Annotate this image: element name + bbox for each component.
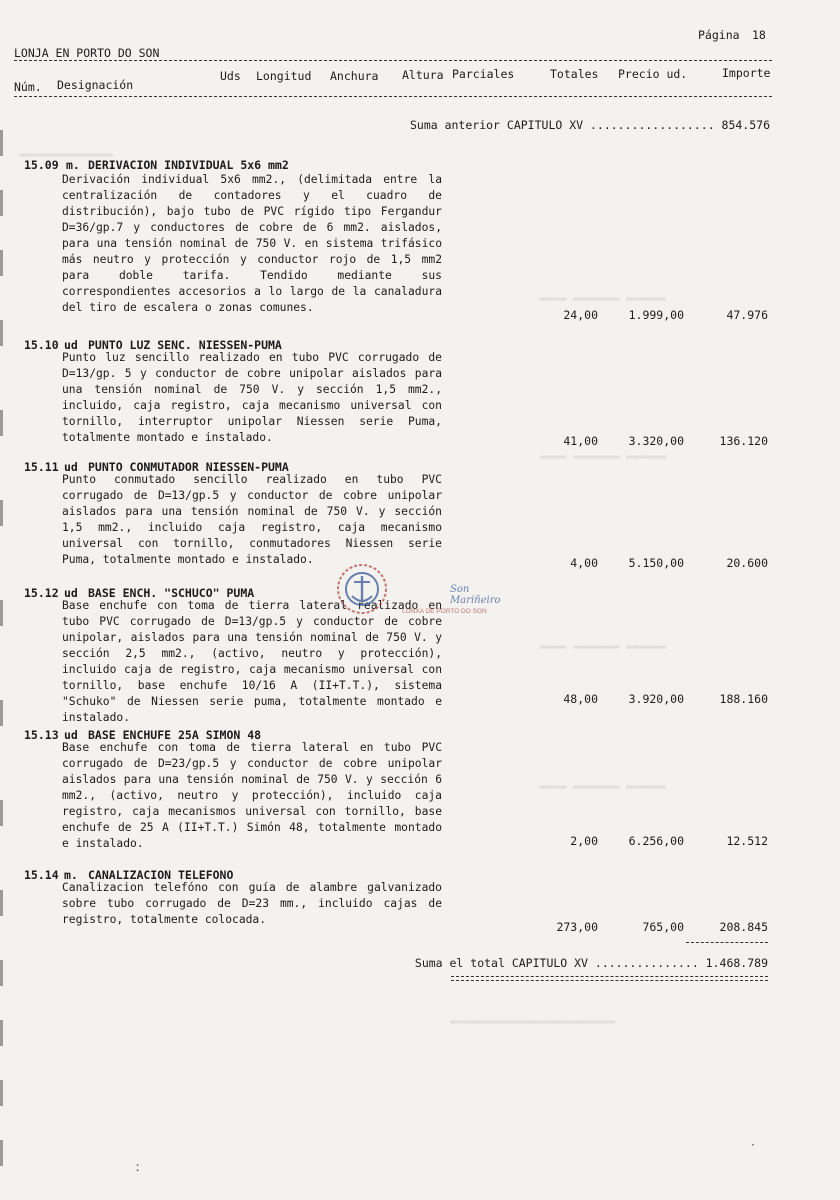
punch-hole — [0, 500, 13, 526]
show-through-text: ▬▬▬▬▬▬▬▬▬▬▬▬▬▬ — [20, 148, 113, 161]
item-code: 15.13 — [24, 728, 59, 742]
suma-anterior: Suma anterior CAPITULO XV .................. 854.576 — [409, 118, 770, 132]
item-title: DERIVACION INDIVIDUAL 5x6 mm2 — [88, 158, 289, 172]
item-description: Base enchufe con toma de tierra lateral en tubo PVC corrugado de D=23/gp.5 y conductor de cobre unipolar aislados para una tensión nominal de 750 V. y sección 6 mm2., (activo, neutro y protección), incluido caja registro, caja mecanismos universal con tornillo, base enchufe de 25 A (II+T.T.) Simón 48, totalmente montado e instalado. — [62, 741, 442, 850]
show-through-text: ▬▬▬▬ ▬▬▬▬▬▬▬ ▬▬▬▬▬▬ — [540, 292, 666, 305]
col-precio: Precio ud. — [618, 67, 688, 81]
item-description: Derivación individual 5x6 mm2., (delimitada entre la centralización de contadores y el cuadro de distribución), bajo tubo de PVC rígido tipo Fergandur D=36/gp.7 y conductores de cobre de 6 mm2. aislados, para una tensión nominal de 750 V. en sistema trifásico más neutro y protección y conductor rojo de 1,5 mm2 para doble tarifa. Tendido mediante sus correspondientes accesorios a lo largo de la canaladura del tiro de escalera o zonas comunes. — [62, 173, 442, 314]
item-importe: 20.600 — [726, 556, 768, 570]
show-through-text: ▬▬▬▬ ▬▬▬▬▬▬▬ ▬▬▬▬▬▬ — [540, 450, 666, 463]
punch-hole — [0, 600, 13, 626]
punch-hole — [0, 190, 13, 216]
col-parciales: Parciales — [452, 67, 515, 81]
item-title: BASE ENCHUFE 25A SIMON 48 — [88, 728, 262, 742]
punch-hole — [0, 1020, 13, 1046]
page-mark: · — [750, 1140, 757, 1151]
item-description: Punto luz sencillo realizado en tubo PVC corrugado de D=13/gp. 5 y conductor de cobre unipolar aislados para una tensión nominal de 750 V. y sección 1,5 mm2., incluido, caja registro, caja mecanismo universal con tornillo, interruptor unipolar Niessen serie Puma, totalmente montado e instalado. — [62, 351, 442, 444]
item-unit: ud — [64, 586, 78, 600]
punch-hole — [0, 130, 13, 156]
item-precio: 765,00 — [642, 920, 684, 934]
punch-hole — [0, 800, 13, 826]
show-through-text: ▬▬▬▬ ▬▬▬▬▬▬▬ ▬▬▬▬▬▬ — [540, 780, 666, 793]
anchor-seal-icon — [322, 560, 402, 618]
item-totales: 273,00 — [556, 920, 598, 934]
item-totales: 24,00 — [563, 308, 598, 322]
col-longitud: Longitud — [256, 69, 312, 83]
item-description: Punto conmutado sencillo realizado en tubo PVC corrugado de D=13/gp.5 y conductor de cobre unipolar aislados para una tensión nominal de 750 V. y sección 1,5 mm2., incluido caja registro, caja mecanismo universal con tornillo, conmutadores Niessen serie Puma, totalmente montado e instalado. — [62, 473, 442, 566]
item-code: 15.14 — [24, 868, 59, 882]
punch-hole — [0, 960, 13, 986]
subtotal-rule — [686, 942, 768, 943]
item-precio: 3.920,00 — [628, 692, 684, 706]
punch-hole — [0, 1140, 13, 1166]
item-code: 15.12 — [24, 586, 59, 600]
punch-hole — [0, 320, 13, 346]
item-code: 15.09 — [24, 158, 59, 172]
col-designation: Designación — [57, 78, 134, 92]
item-unit: ud — [64, 728, 78, 742]
col-uds: Uds — [220, 69, 241, 83]
item-precio: 3.320,00 — [628, 434, 684, 448]
item-totales: 41,00 — [563, 434, 598, 448]
item-description: Canalizacion telefóno con guía de alambre galvanizado sobre tubo corrugado de D=23 mm., incluido cajas de registro, totalmente colocada. — [62, 881, 442, 926]
total-double-rule — [451, 976, 768, 981]
watermark-logo — [322, 560, 522, 618]
item-importe: 12.512 — [726, 834, 768, 848]
project-title: LONJA EN PORTO DO SON — [14, 46, 160, 60]
item-totales: 48,00 — [563, 692, 598, 706]
header-rule — [14, 60, 772, 61]
item-precio: 5.150,00 — [628, 556, 684, 570]
item-totales: 2,00 — [570, 834, 598, 848]
page-number: 18 — [752, 28, 766, 42]
page-label: Página — [698, 28, 740, 42]
page-mark: ː — [134, 1160, 142, 1174]
item-precio: 1.999,00 — [628, 308, 684, 322]
item-importe: 47.976 — [726, 308, 768, 322]
show-through-text: ▬▬▬▬ ▬▬▬▬▬▬▬ ▬▬▬▬▬▬ — [540, 640, 666, 653]
item-unit: m. — [66, 158, 80, 172]
watermark-name: Son Mariñeiro — [450, 584, 501, 606]
col-anchura: Anchura — [330, 69, 379, 83]
item-title: PUNTO CONMUTADOR NIESSEN-PUMA — [88, 460, 289, 474]
item-totales: 4,00 — [570, 556, 598, 570]
punch-hole — [0, 890, 13, 916]
col-num: Núm. — [14, 80, 42, 94]
item-importe: 208.845 — [719, 920, 768, 934]
item-title: PUNTO LUZ SENC. NIESSEN-PUMA — [88, 338, 282, 352]
item-unit: ud — [64, 338, 78, 352]
item-unit: m. — [64, 868, 78, 882]
col-importe: Importe — [722, 66, 771, 80]
punch-hole — [0, 410, 13, 436]
item-title: BASE ENCH. "SCHUCO" PUMA — [88, 586, 255, 600]
suma-total: Suma el total CAPITULO XV ............... 1.468.789 — [414, 956, 768, 970]
item-precio: 6.256,00 — [628, 834, 684, 848]
punch-hole — [0, 1080, 13, 1106]
item-title: CANALIZACION TELEFONO — [88, 868, 234, 882]
col-altura: Altura — [402, 68, 444, 82]
item-unit: ud — [64, 460, 78, 474]
item-importe: 188.160 — [719, 692, 768, 706]
columns-rule — [14, 96, 772, 97]
punch-hole — [0, 700, 13, 726]
watermark-subtitle: LONXA DE PORTO DO SON — [402, 608, 487, 615]
col-totales: Totales — [550, 67, 599, 81]
item-description: Base enchufe con toma de tierra lateral realizado en tubo PVC corrugado de D=13/gp.5 y conductor de cobre unipolar, aislados para una tensión nominal de 750 V. y sección 2,5 mm2., (activo, neutro y protección), incluido caja de registro, caja mecanismo universal con tornillo, base enchufe 10/16 A (II+T.T.), sistema "Schuko" de Niessen serie puma, totalmente montado e instalado. — [62, 599, 442, 724]
item-importe: 136.120 — [719, 434, 768, 448]
punch-hole — [0, 250, 13, 276]
show-through-text: ▬▬▬▬▬▬▬▬▬▬▬▬▬▬▬▬▬▬▬▬▬▬▬▬▬ — [450, 1015, 616, 1028]
item-code: 15.11 — [24, 460, 59, 474]
item-code: 15.10 — [24, 338, 59, 352]
